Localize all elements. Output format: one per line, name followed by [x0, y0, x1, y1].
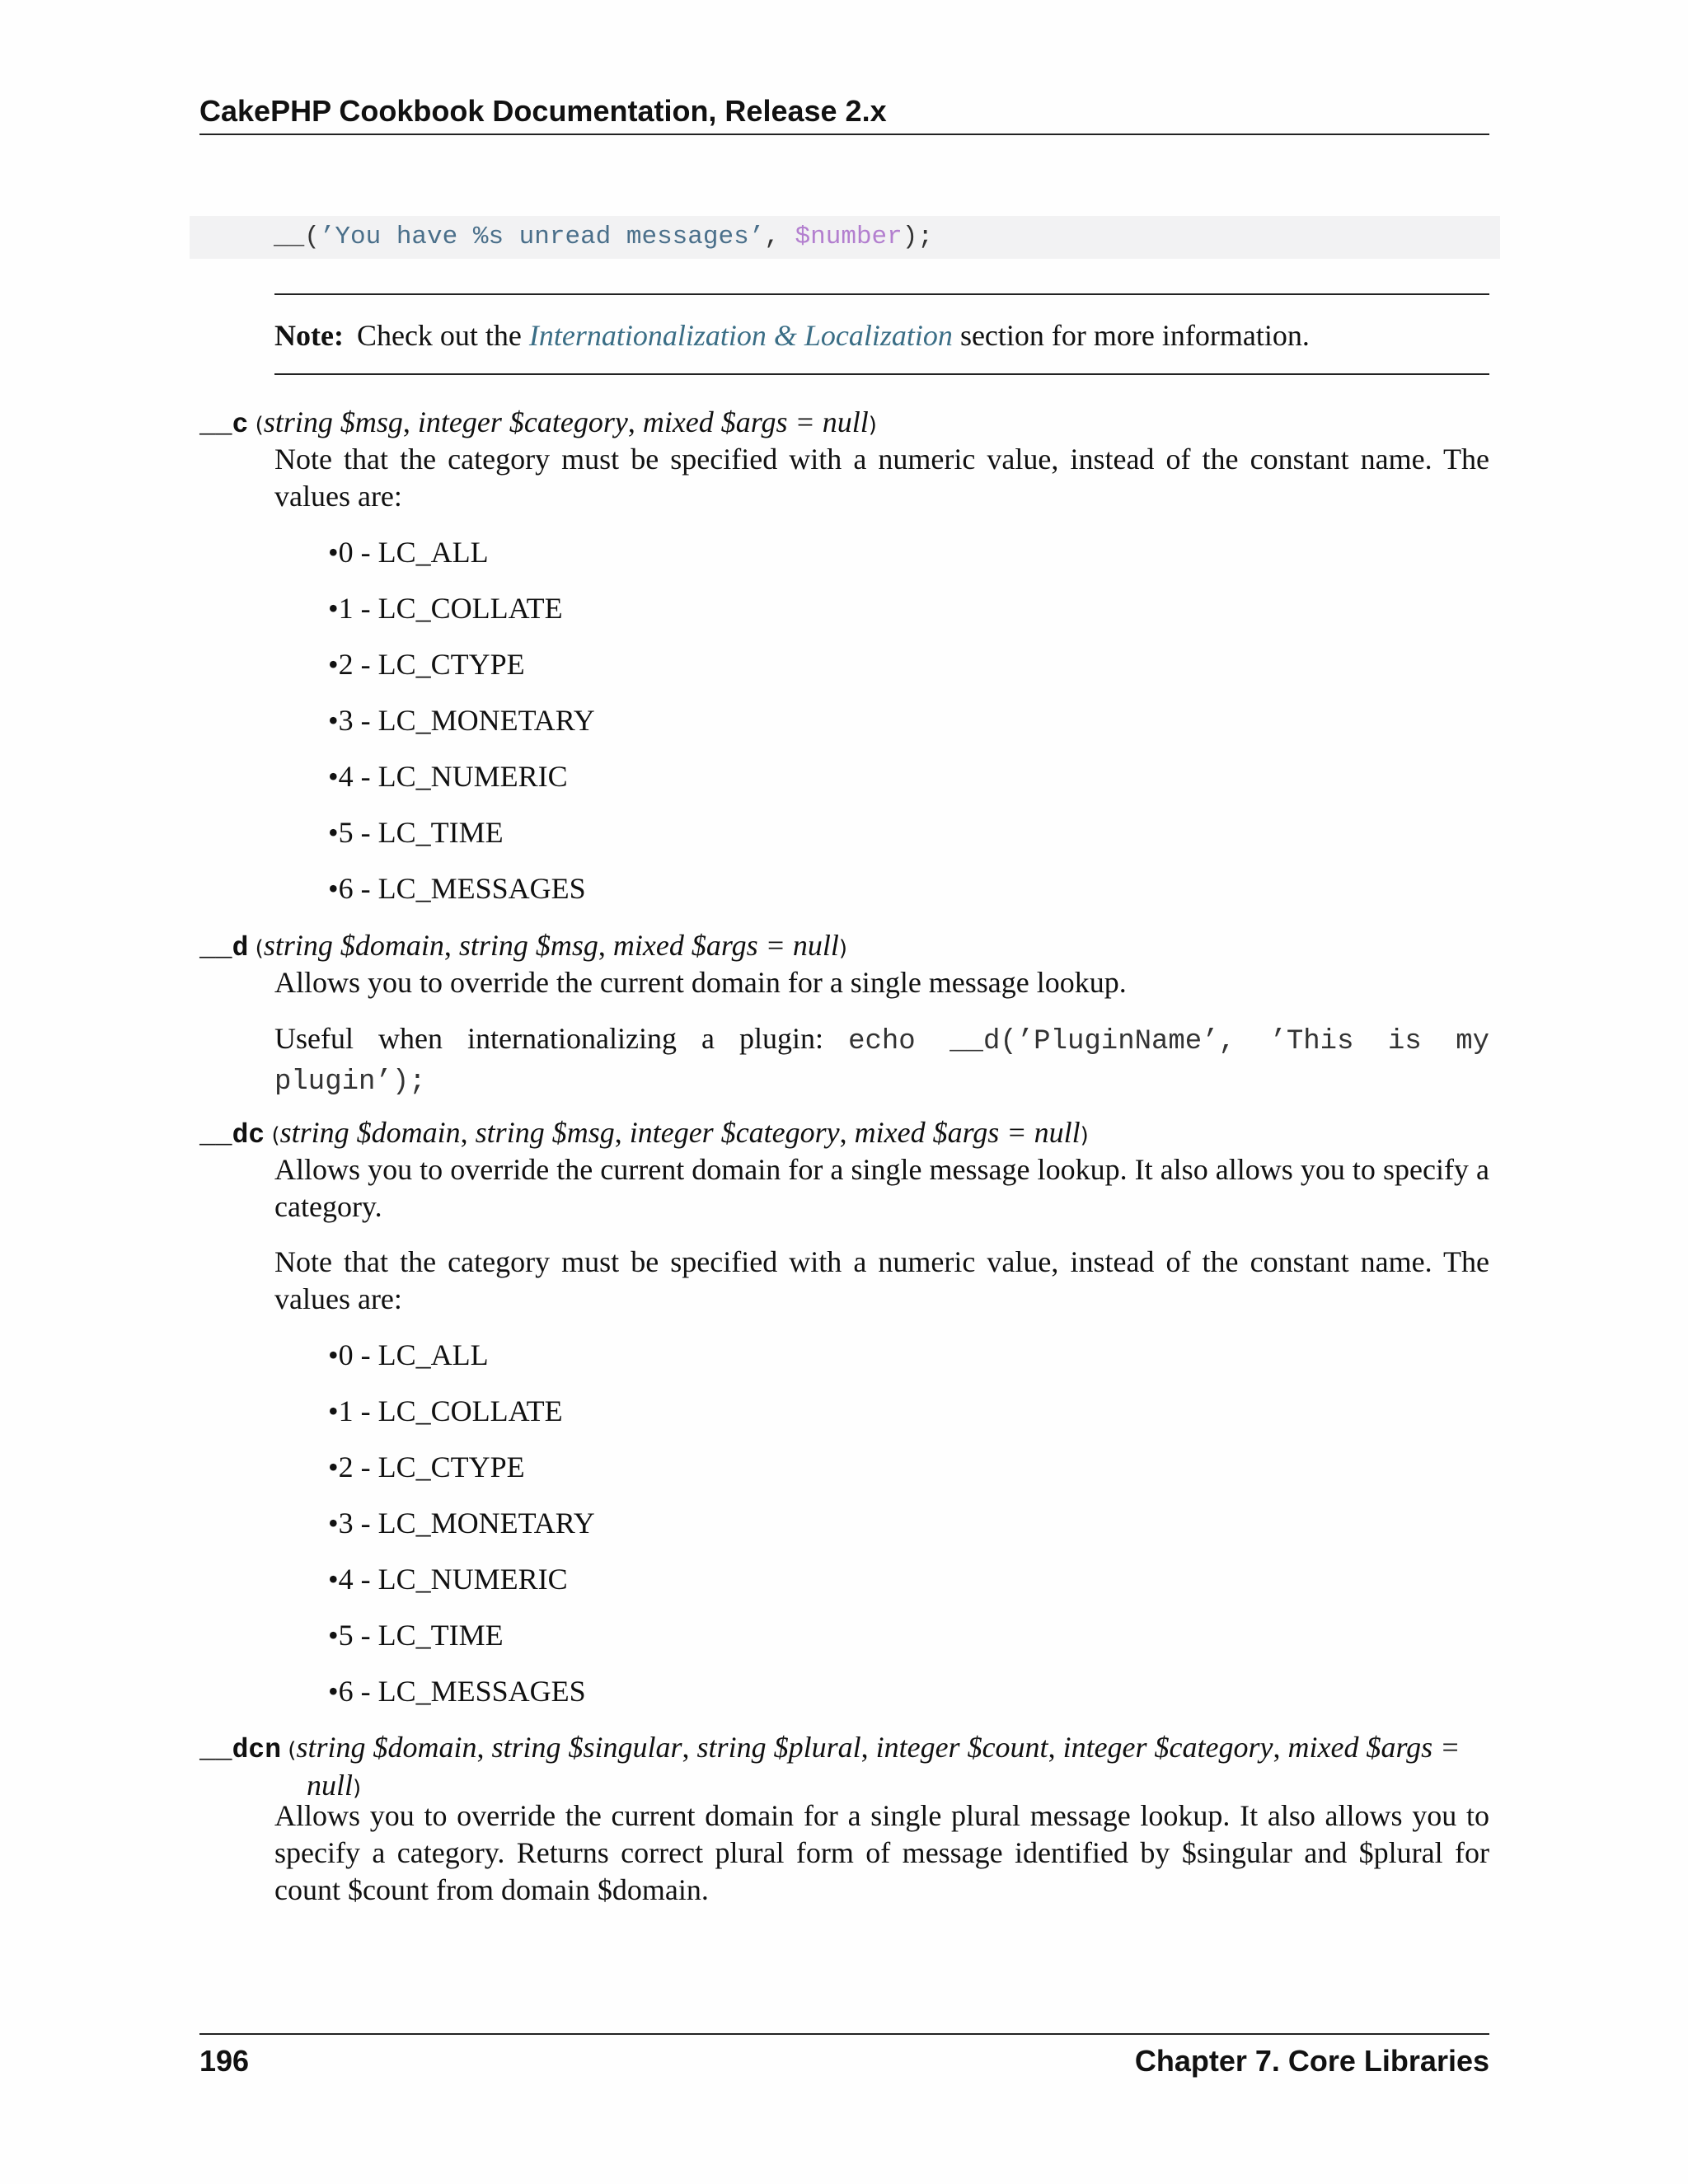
func-d-signature: __d (string $domain, string $msg, mixed $args = null): [199, 929, 848, 963]
func-dc-note: Note that the category must be specified with a numeric value, instead of the constant name. The values are:: [274, 1245, 1489, 1315]
list-item: •6 - LC_MESSAGES: [328, 872, 586, 905]
func-c-description: Note that the category must be specified with a numeric value, instead of the constant name. The values are:: [274, 443, 1489, 513]
list-item: •2 - LC_CTYPE: [328, 1451, 525, 1483]
list-item: •1 - LC_COLLATE: [328, 592, 563, 625]
note-label: Note:: [274, 319, 344, 352]
func-dc-signature: __dc (string $domain, string $msg, integer $category, mixed $args = null): [199, 1116, 1089, 1151]
list-item: •3 - LC_MONETARY: [328, 704, 595, 737]
func-dcn-name: __dcn: [199, 1735, 282, 1765]
list-item: •5 - LC_TIME: [328, 816, 504, 849]
list-item: •4 - LC_NUMERIC: [328, 760, 568, 793]
list-item: •5 - LC_TIME: [328, 1619, 504, 1652]
list-item: •2 - LC_CTYPE: [328, 648, 525, 681]
note-text-after: section for more information.: [952, 319, 1310, 352]
list-item: •1 - LC_COLLATE: [328, 1394, 563, 1427]
func-c-name: __c: [199, 410, 249, 440]
list-item: •4 - LC_NUMERIC: [328, 1563, 568, 1596]
code-string: ’You have %s unread messages’: [319, 223, 765, 251]
footer-rule: [199, 2033, 1489, 2035]
note-top-rule: [274, 293, 1489, 295]
list-item: •0 - LC_ALL: [328, 1338, 489, 1371]
func-dc-name: __dc: [199, 1120, 265, 1151]
func-d-usage: [274, 1020, 1489, 1101]
func-d-usage-code: echo __d(’PluginName’, ’This is my plugin’);: [274, 1026, 1489, 1098]
func-dcn-description: Allows you to override the current domain for a single plural message lookup. It also allows you to specify a category. Returns correct plural form of message identified by $singular and $plural for count $count from domain $domain.: [274, 1799, 1489, 1906]
chapter-title: Chapter 7. Core Libraries: [1134, 2044, 1489, 2078]
code-sep: ,: [764, 223, 795, 251]
code-prefix: __(: [274, 223, 320, 251]
list-item: •3 - LC_MONETARY: [328, 1507, 595, 1540]
header-rule: [199, 134, 1489, 135]
list-item: •0 - LC_ALL: [328, 536, 489, 569]
i18n-link[interactable]: Internationalization & Localization: [528, 319, 953, 352]
func-d-usage-text: Useful when internationalizing a plugin:: [274, 1022, 824, 1055]
func-d-name: __d: [199, 933, 249, 963]
page-number: 196: [199, 2044, 250, 2078]
list-item: •6 - LC_MESSAGES: [328, 1675, 586, 1708]
func-c-signature: __c (string $msg, integer $category, mixed $args = null): [199, 405, 877, 440]
code-variable: $number: [795, 223, 903, 251]
note-box: [274, 313, 1310, 358]
func-d-description: Allows you to override the current domain for a single message lookup.: [274, 966, 1127, 999]
func-dcn-signature: __dcn (string $domain, string $singular, string $plural, integer $count, integer $category, mixed $args = null): [199, 1731, 1461, 1802]
note-text-before: Check out the: [356, 319, 529, 352]
code-line: [274, 221, 933, 254]
func-dc-description: Allows you to override the current domain for a single message lookup. It also allows you to specify a category.: [274, 1153, 1489, 1223]
code-block: [190, 216, 1500, 259]
code-suffix: );: [902, 223, 933, 251]
running-header: CakePHP Cookbook Documentation, Release 2.x: [199, 94, 887, 128]
note-bottom-rule: [274, 373, 1489, 375]
